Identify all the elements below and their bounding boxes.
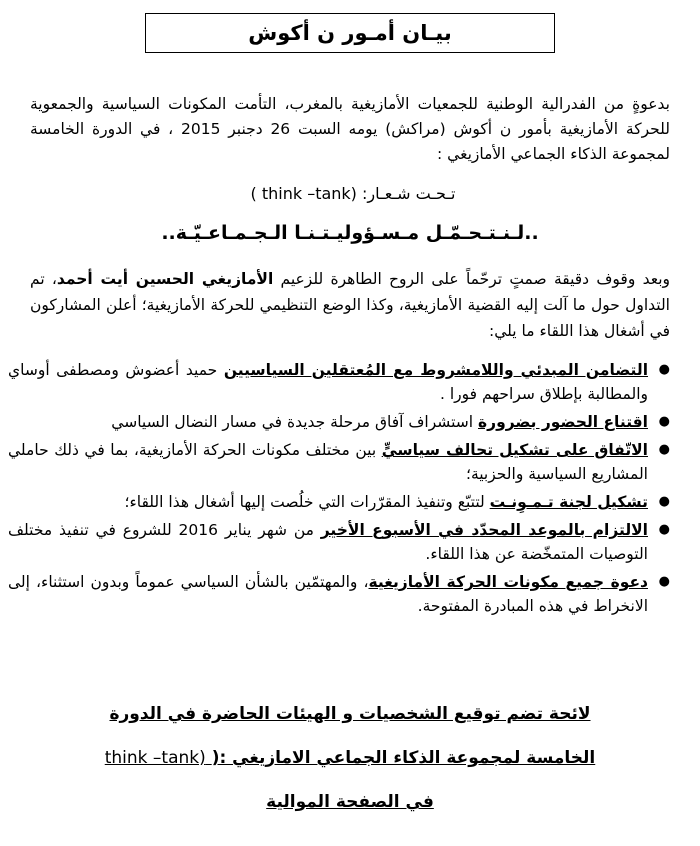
body-paragraph (30, 266, 670, 344)
leader-name: الأمازيغي الحسين أيت أحمد (56, 270, 274, 288)
point-text: بين مختلف مكونات الحركة الأمازيغية، بما في ذلك حاملي المشاريع السياسية والحزبية؛ (8, 441, 648, 483)
body-part2: ، تم التداول حول ما آلت إليه القضية الأمازيغية، وكذا الوضع التنظيمي للحركة الأمازيغية؛ أعلن المشاركون في أشغال هذا اللقاء ما يلي: (30, 270, 670, 340)
slogan-label: تـحـت شـعـار: (362, 184, 456, 203)
think-tank-label: ( think –tank) (250, 184, 357, 203)
point-highlight: دعوة جميع مكونات الحركة الأمازيغية (368, 573, 648, 591)
list-item (8, 570, 648, 618)
point-text: من شهر يناير 2016 للشروع في تنفيذ مختلف التوصيات المتمخّضة عن هذا اللقاء. (8, 521, 648, 563)
list-item (8, 358, 648, 406)
list-item (8, 410, 648, 434)
point-text: ، والمهتمّين بالشأن السياسي عموماً وبدون استثناء، إلى الانخراط في هذه المبادرة المفتوحة. (8, 573, 648, 615)
resolutions-list (8, 358, 672, 622)
title-text: بيـان أمـور ن أكوش (248, 21, 452, 45)
point-text: حميد أعضوش ومصطفى أوساي والمطالبة بإطلاق سراحهم فورا . (8, 361, 648, 403)
footer-line-2 (0, 748, 700, 768)
list-item (8, 490, 648, 514)
list-item (8, 438, 648, 486)
intro-paragraph: بدعوةٍ من الفدرالية الوطنية للجمعيات الأمازيغية بالمغرب، التأمت المكونات السياسية والجمعوية للحركة الأمازيغية بأمور ن أكوش (مراكش) يومه السبت 26 دجنبر 2015 ، في الدورة الخامسة لمجموعة الذكاء الجماعي الأمازيغي : (30, 95, 670, 163)
footer-line-1: لائحة تضم توقيع الشخصيات و الهيئات الحاضرة في الدورة (109, 704, 591, 724)
point-highlight: الالتزام بالموعد المحدّد في الأسبوع الأخير (320, 521, 648, 539)
footer-line-2-text: الخامسة لمجموعة الذكاء الجماعي الامازيغي :( (211, 748, 596, 768)
point-highlight: تشكيل لجنة تـمـوِنـت (489, 493, 648, 511)
footer-line-3: في الصفحة الموالية (266, 792, 434, 812)
slogan-text: ..لـنـتـحـمّـل مـسـؤوليـتـنـا الـجـمـاعـيّـة.. (161, 222, 539, 244)
point-text: استشراف آفاق مرحلة جديدة في مسار النضال السياسي (111, 413, 479, 431)
point-highlight: اقتناع الحضور بضرورة (478, 413, 648, 431)
document-title (145, 13, 555, 53)
point-text: لتتبّع وتنفيذ المقرّرات التي خلُصت إليها أشغال هذا اللقاء؛ (124, 493, 490, 511)
footer-think-tank: think –tank) (104, 748, 206, 768)
list-item (8, 518, 648, 566)
slogan-intro-line (0, 184, 700, 210)
body-part1: وبعد وقوف دقيقة صمتٍ ترحّماً على الروح الطاهرة للزعيم (273, 270, 671, 288)
point-highlight: الاتّفاق على تشكيل تحالف سياسيٍّ (381, 441, 648, 459)
point-highlight: التضامن المبدئي واللامشروط مع المُعتقلين السياسيين (223, 361, 649, 379)
